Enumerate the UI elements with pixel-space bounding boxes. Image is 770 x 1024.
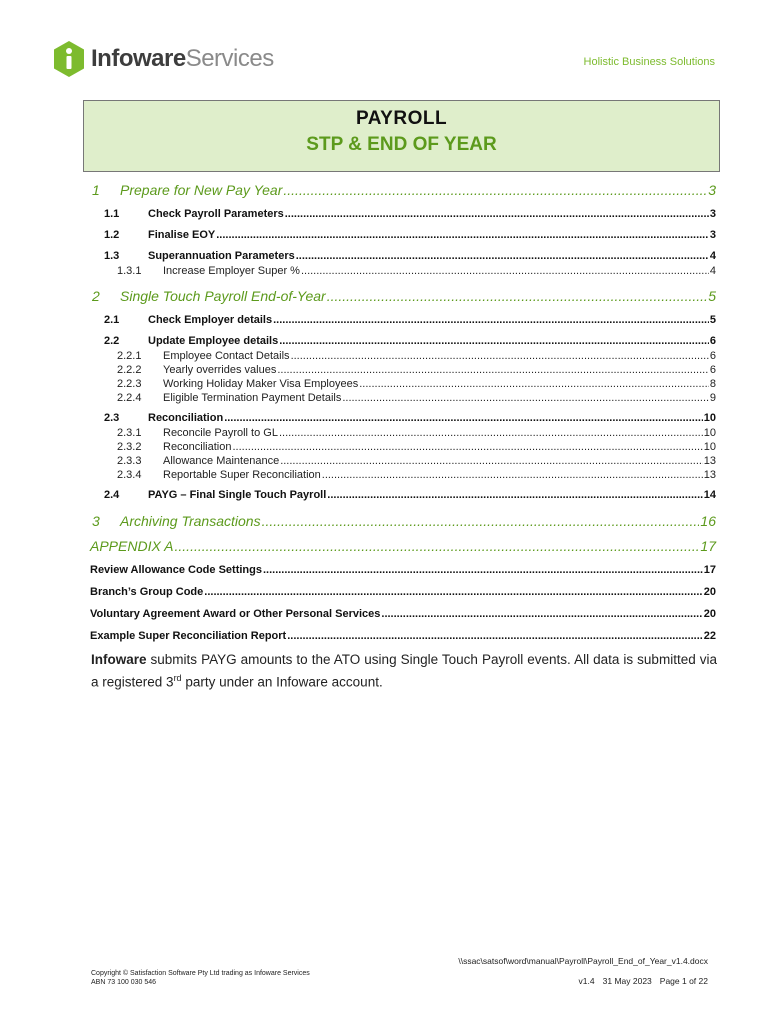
toc-entry-number: 3 (92, 513, 100, 529)
toc-dot-leader (224, 411, 703, 426)
toc-entry-label: Update Employee details (148, 335, 279, 347)
infoware-logo (52, 40, 274, 78)
toc-entry-page: 3 (709, 229, 716, 241)
toc-entry[interactable] (90, 563, 716, 578)
toc-dot-leader (287, 629, 703, 644)
intro-superscript: rd (173, 673, 182, 683)
toc-entry-number: 2.3.3 (117, 455, 142, 467)
toc-dot-leader (322, 468, 703, 482)
toc-entry-page: 5 (709, 314, 716, 326)
tagline: Holistic Business Solutions (583, 56, 715, 68)
toc-entry-page: 14 (703, 489, 716, 501)
toc-dot-leader (216, 228, 709, 243)
toc-entry-label: Reportable Super Reconciliation (163, 469, 321, 481)
toc-entry[interactable] (90, 228, 716, 243)
toc-entry-number: 2.2.1 (117, 350, 142, 362)
toc-entry[interactable] (90, 178, 716, 203)
toc-entry-number: 1.3.1 (117, 265, 142, 277)
logo-wordmark (91, 47, 274, 71)
toc-entry-number: 1.2 (104, 229, 120, 241)
footer-version: v1.4 (578, 976, 595, 986)
footer-copyright-block (91, 969, 310, 987)
toc-entry[interactable] (90, 284, 716, 309)
toc-entry-label: APPENDIX A (90, 538, 174, 554)
toc-dot-leader (262, 509, 700, 534)
toc-entry-label: Reconciliation (148, 412, 224, 424)
toc-dot-leader (301, 264, 709, 278)
toc-entry-page: 10 (703, 412, 716, 424)
toc-dot-leader (342, 391, 709, 405)
toc-entry-page: 6 (709, 335, 716, 347)
toc-dot-leader (204, 585, 702, 600)
toc-entry-number: 2.2 (104, 335, 120, 347)
toc-entry-label: Employee Contact Details (163, 350, 290, 362)
toc-entry-page: 13 (703, 455, 716, 467)
toc-entry-page: 3 (708, 182, 716, 198)
toc-entry-label: Archiving Transactions (120, 513, 261, 529)
toc-entry-number: 2.3.2 (117, 441, 142, 453)
toc-entry-page: 5 (708, 288, 716, 304)
toc-entry-label: Single Touch Payroll End-of-Year (120, 288, 326, 304)
logo-light-text: Services (185, 45, 274, 72)
toc-entry[interactable] (90, 454, 716, 468)
toc-entry-number: 2.2.3 (117, 378, 142, 390)
toc-entry[interactable] (90, 468, 716, 482)
toc-entry-page: 4 (709, 265, 716, 277)
toc-entry-page: 6 (709, 364, 716, 376)
toc-entry-page: 8 (709, 378, 716, 390)
toc-dot-leader (263, 563, 703, 578)
toc-dot-leader (296, 249, 709, 264)
toc-entry[interactable] (90, 607, 716, 622)
toc-entry-number: 2.4 (104, 489, 120, 501)
toc-entry-label: Check Employer details (148, 314, 273, 326)
toc-entry-page: 13 (703, 469, 716, 481)
toc-dot-leader (279, 426, 703, 440)
toc-dot-leader (280, 454, 703, 468)
toc-entry-page: 10 (703, 441, 716, 453)
toc-dot-leader (232, 440, 702, 454)
toc-entry-number: 2.3 (104, 412, 120, 424)
toc-entry[interactable] (90, 534, 716, 559)
toc-entry-label: Finalise EOY (148, 229, 216, 241)
toc-entry-label: PAYG – Final Single Touch Payroll (148, 489, 327, 501)
toc-entry[interactable] (90, 377, 716, 391)
toc-entry-page: 16 (700, 513, 716, 529)
toc-entry-number: 2.3.1 (117, 427, 142, 439)
toc-entry[interactable] (90, 488, 716, 503)
toc-entry-number: 1.3 (104, 250, 120, 262)
document-subtitle: STP & END OF YEAR (306, 134, 497, 155)
toc-entry-page: 4 (709, 250, 716, 262)
footer-file-path: \\ssac\satsof\word\manual\Payroll\Payroll_End_of_Year_v1.4.docx (458, 956, 708, 966)
toc-entry-label: Superannuation Parameters (148, 250, 295, 262)
toc-entry-number: 2 (92, 288, 100, 304)
toc-entry[interactable] (90, 440, 716, 454)
toc-entry-page: 17 (700, 538, 716, 554)
toc-entry[interactable] (90, 411, 716, 426)
toc-entry-label: Prepare for New Pay Year (120, 182, 283, 198)
toc-entry-label: Reconcile Payroll to GL (163, 427, 278, 439)
toc-entry-label: Eligible Termination Payment Details (163, 392, 342, 404)
infoware-hexagon-icon (52, 40, 86, 78)
toc-entry-number: 2.2.4 (117, 392, 142, 404)
toc-dot-leader (359, 377, 709, 391)
toc-entry[interactable] (90, 207, 716, 222)
toc-entry-number: 1.1 (104, 208, 120, 220)
toc-entry-label: Example Super Reconciliation Report (90, 630, 287, 642)
toc-entry-page: 20 (703, 586, 716, 598)
toc-entry-label: Working Holiday Maker Visa Employees (163, 378, 359, 390)
toc-entry-label: Voluntary Agreement Award or Other Personal Services (90, 608, 381, 620)
toc-entry-page: 6 (709, 350, 716, 362)
toc-entry-page: 3 (709, 208, 716, 220)
footer-version-block (571, 976, 708, 986)
toc-entry-label: Branch’s Group Code (90, 586, 204, 598)
toc-entry-number: 2.2.2 (117, 364, 142, 376)
toc-entry-page: 22 (703, 630, 716, 642)
intro-paragraph (91, 650, 717, 692)
toc-dot-leader (327, 284, 707, 309)
table-of-contents (90, 178, 716, 644)
toc-entry-number: 1 (92, 182, 100, 198)
toc-entry-label: Increase Employer Super % (163, 265, 300, 277)
toc-dot-leader (291, 349, 709, 363)
footer-abn: ABN 73 100 030 546 (91, 979, 156, 986)
toc-entry[interactable] (90, 334, 716, 349)
toc-dot-leader (175, 534, 700, 559)
toc-entry-label: Allowance Maintenance (163, 455, 280, 467)
toc-dot-leader (283, 178, 707, 203)
toc-dot-leader (381, 607, 702, 622)
toc-entry[interactable] (90, 585, 716, 600)
intro-bold-word: Infoware (91, 652, 147, 667)
toc-entry-label: Yearly overrides values (163, 364, 277, 376)
toc-entry-label: Reconciliation (163, 441, 232, 453)
intro-text-a: submits PAYG amounts to the ATO using Single Touch Payroll events. All data is submitted via a registered 3 (91, 652, 717, 690)
toc-dot-leader (279, 334, 709, 349)
toc-entry[interactable] (90, 349, 716, 363)
toc-entry[interactable] (90, 426, 716, 440)
toc-dot-leader (277, 363, 709, 377)
toc-dot-leader (273, 313, 709, 328)
toc-entry[interactable] (90, 363, 716, 377)
toc-entry-label: Check Payroll Parameters (148, 208, 284, 220)
footer-copyright: Copyright © Satisfaction Software Pty Ltd trading as Infoware Services (91, 970, 310, 977)
toc-entry-page: 17 (703, 564, 716, 576)
toc-entry-page: 20 (703, 608, 716, 620)
document-title-box (83, 100, 720, 172)
toc-entry[interactable] (90, 509, 716, 534)
toc-entry[interactable] (90, 264, 716, 278)
logo-bold-text: Infoware (91, 45, 186, 72)
toc-entry[interactable] (90, 249, 716, 264)
footer-page-number: Page 1 of 22 (659, 976, 708, 986)
toc-entry[interactable] (90, 391, 716, 405)
footer-date: 31 May 2023 (602, 976, 652, 986)
toc-entry-page: 10 (703, 427, 716, 439)
document-title: PAYROLL (355, 108, 448, 129)
toc-dot-leader (285, 207, 709, 222)
toc-dot-leader (327, 488, 702, 503)
intro-text-b: party under an Infoware account. (181, 674, 383, 690)
toc-entry[interactable] (90, 629, 716, 644)
toc-entry-number: 2.1 (104, 314, 120, 326)
toc-entry-number: 2.3.4 (117, 469, 142, 481)
toc-entry[interactable] (90, 313, 716, 328)
toc-entry-page: 9 (709, 392, 716, 404)
toc-entry-label: Review Allowance Code Settings (90, 564, 262, 576)
